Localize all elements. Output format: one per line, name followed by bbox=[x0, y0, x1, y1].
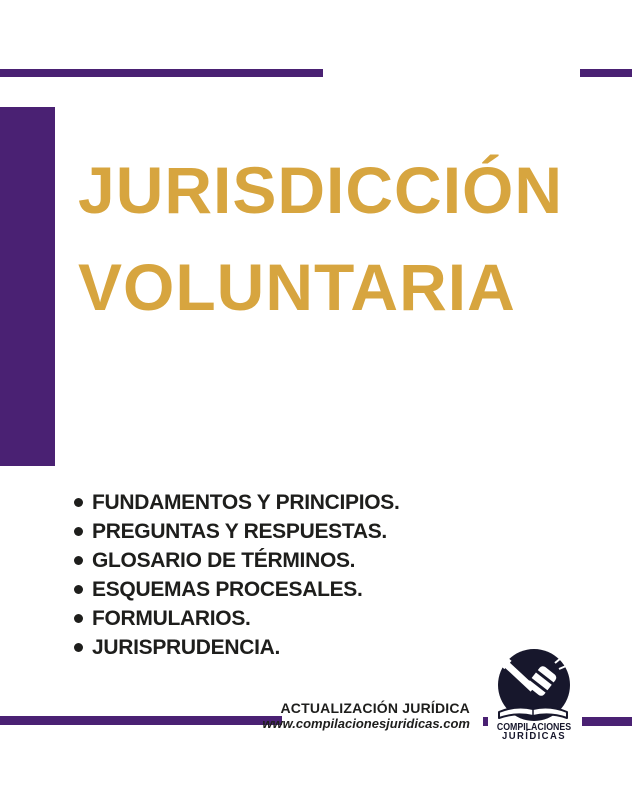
top-accent-bar-left bbox=[0, 69, 323, 77]
footer-text bbox=[150, 700, 470, 732]
list-item bbox=[74, 604, 400, 633]
bottom-accent-bar-right bbox=[582, 717, 632, 726]
publisher-logo bbox=[484, 648, 584, 742]
publisher-name-line1: COMPILACIONES bbox=[496, 722, 572, 733]
topic-label: JURISPRUDENCIA. bbox=[92, 635, 281, 659]
page-title bbox=[78, 142, 563, 336]
title-line-1: JURISDICCIÓN bbox=[78, 153, 564, 227]
topic-label: PREGUNTAS Y RESPUESTAS. bbox=[92, 519, 387, 543]
website-url: www.compilacionesjuridicas.com bbox=[262, 716, 470, 731]
topic-label: FUNDAMENTOS Y PRINCIPIOS. bbox=[92, 490, 400, 514]
left-accent-block bbox=[0, 107, 55, 466]
title-line-2: VOLUNTARIA bbox=[78, 250, 516, 324]
list-item bbox=[74, 633, 400, 662]
list-item bbox=[74, 488, 400, 517]
bullet-icon bbox=[74, 585, 83, 594]
topic-label: GLOSARIO DE TÉRMINOS. bbox=[92, 548, 356, 572]
publisher-name-line2: JURÍDICAS bbox=[501, 731, 567, 742]
topic-label: FORMULARIOS. bbox=[92, 606, 251, 630]
bullet-icon bbox=[74, 498, 83, 507]
bullet-icon bbox=[74, 527, 83, 536]
gavel-and-book-icon bbox=[496, 648, 572, 722]
bullet-icon bbox=[74, 614, 83, 623]
topics-list bbox=[74, 488, 400, 662]
list-item bbox=[74, 517, 400, 546]
list-item bbox=[74, 546, 400, 575]
bullet-icon bbox=[74, 643, 83, 652]
list-item bbox=[74, 575, 400, 604]
bullet-icon bbox=[74, 556, 83, 565]
top-accent-bar-right bbox=[580, 69, 632, 77]
series-title: ACTUALIZACIÓN JURÍDICA bbox=[280, 700, 470, 716]
topic-label: ESQUEMAS PROCESALES. bbox=[92, 577, 363, 601]
